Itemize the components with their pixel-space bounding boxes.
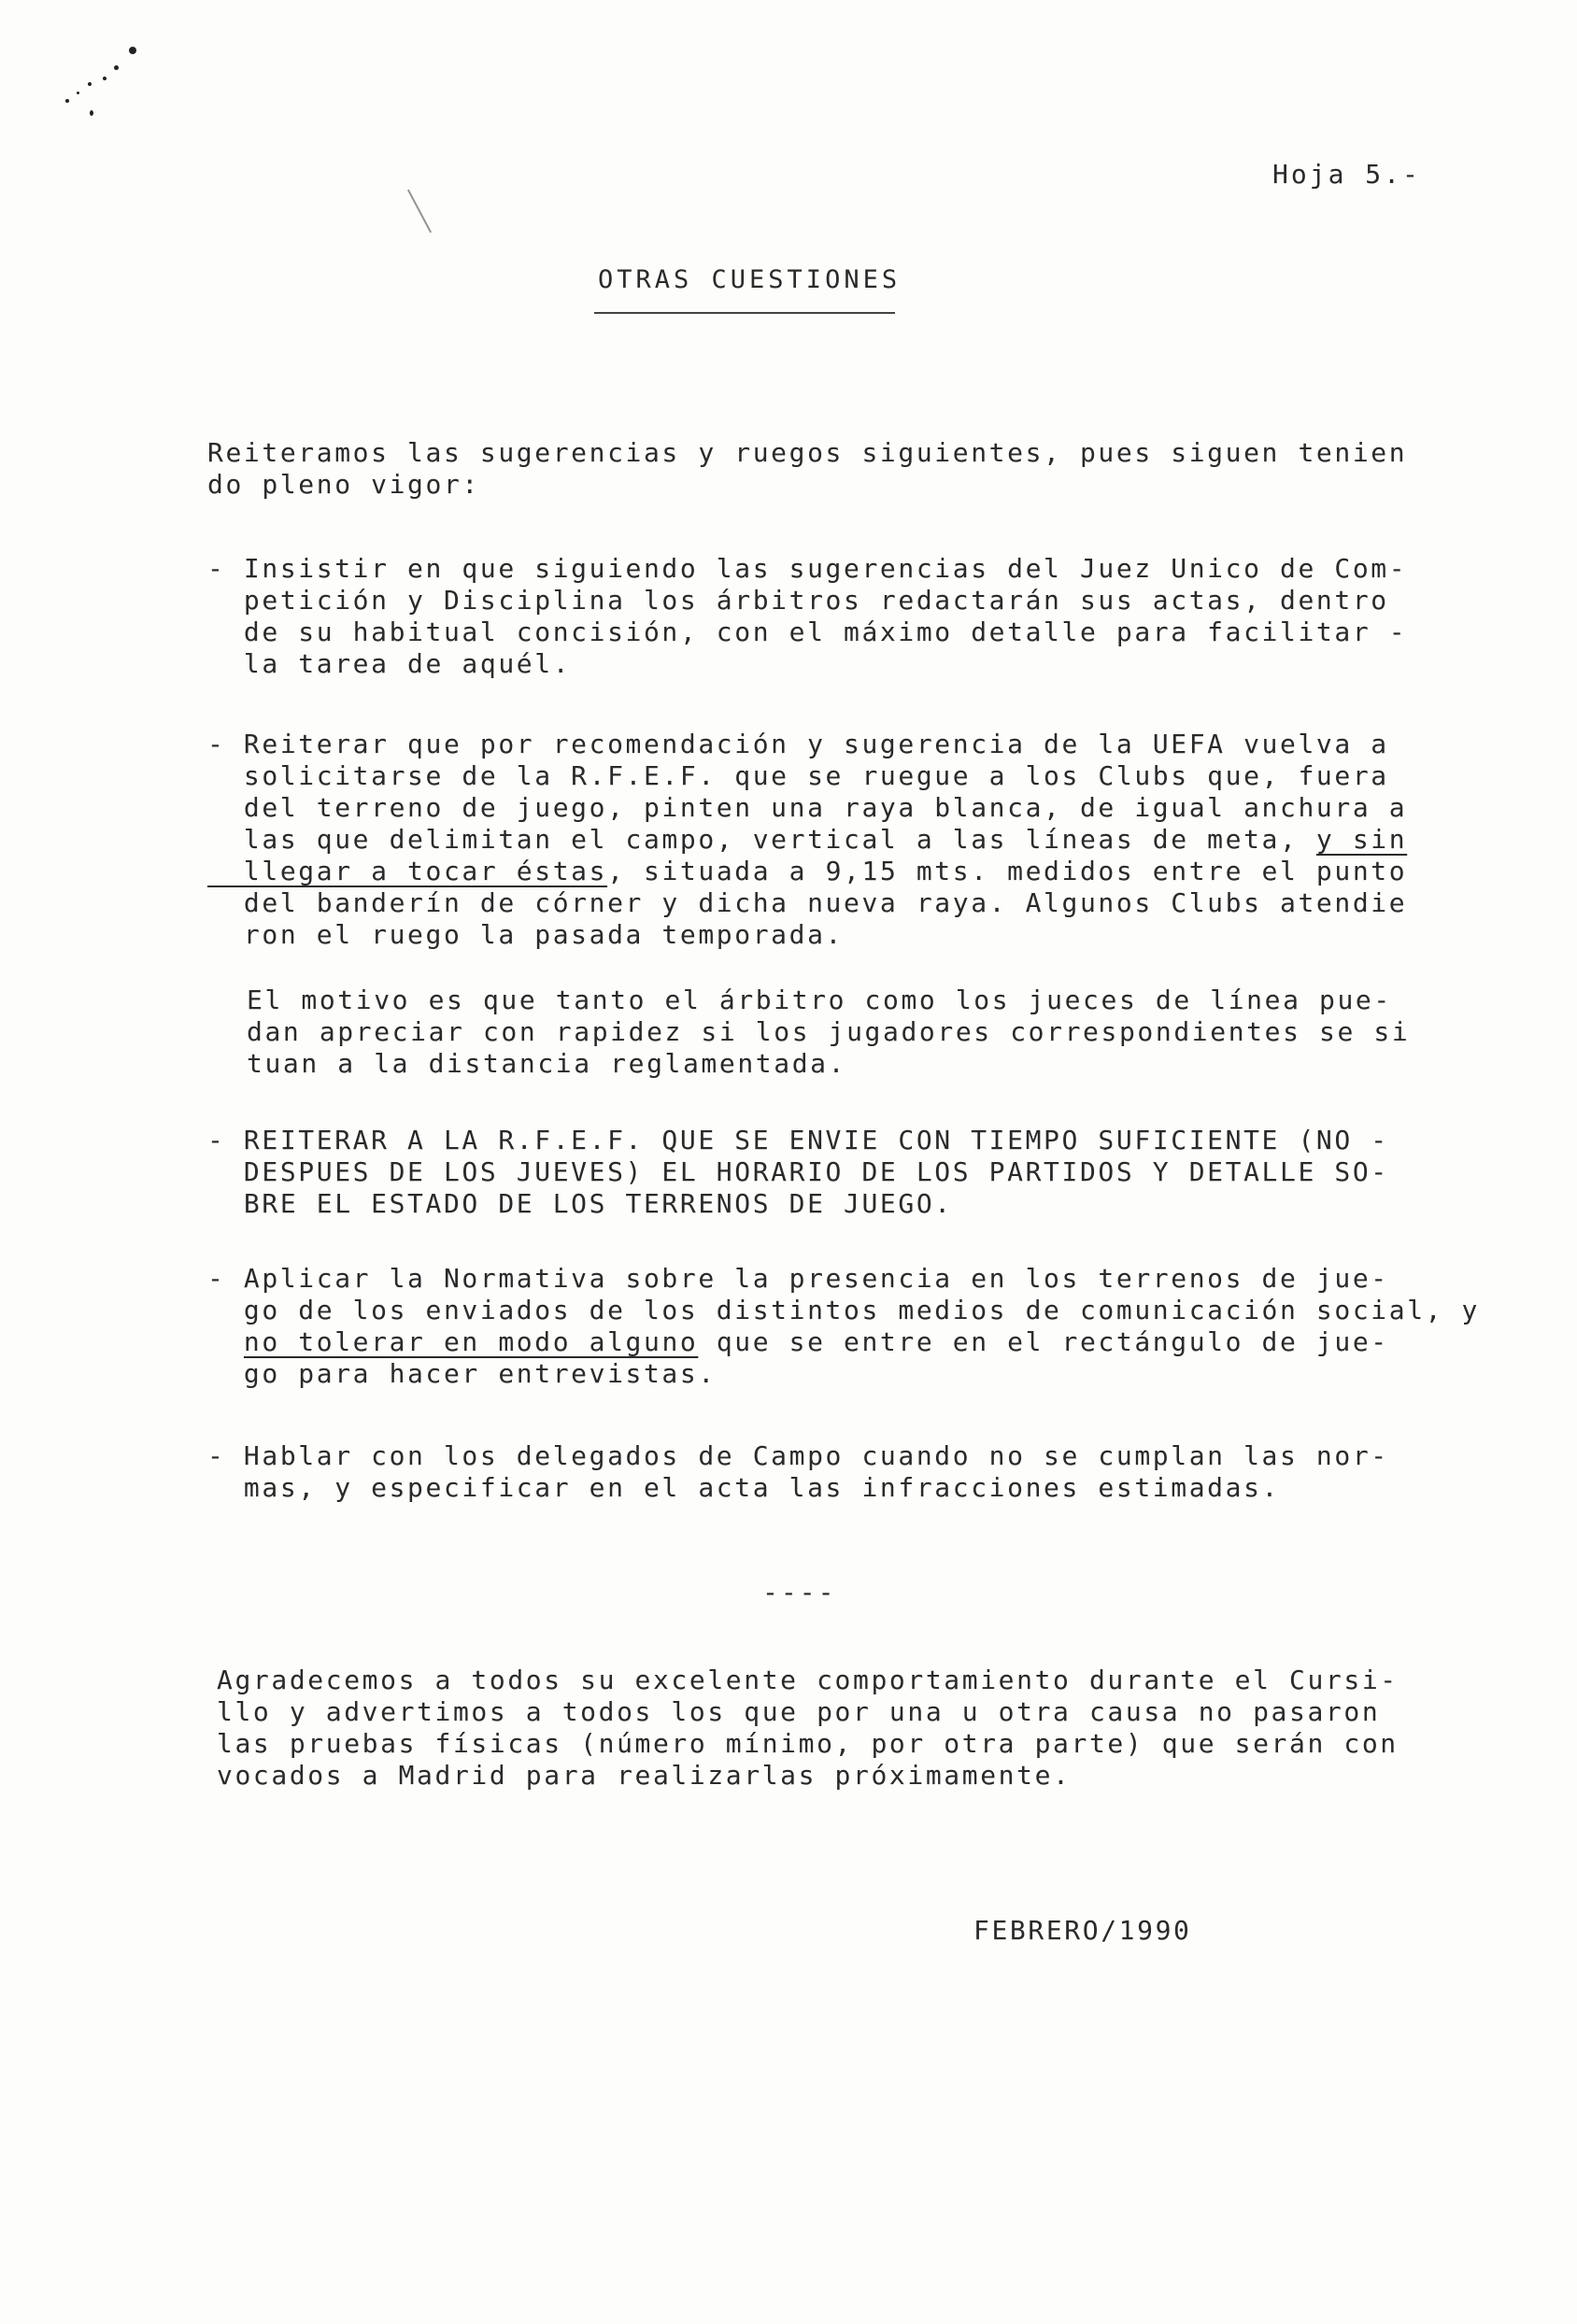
item-schedule-request	[207, 1125, 1389, 1220]
item-line: del banderín de córner y dicha nueva raya. Algunos Clubs atendie	[207, 887, 1408, 918]
motive-line: El motivo es que tanto el árbitro como los jueces de línea pue-	[247, 985, 1392, 1015]
item-line: del terreno de juego, pinten una raya blanca, de igual anchura a	[207, 792, 1408, 823]
thanks-line: llo y advertimos a todos los que por una u otra causa no pasaron	[217, 1696, 1381, 1727]
item-line: - Reiterar que por recomendación y sugerencia de la UEFA vuelva a	[207, 729, 1389, 759]
sheet-number: Hoja 5.-	[1272, 159, 1421, 190]
item-media-rules	[207, 1263, 1480, 1390]
item-line: solicitarse de la R.F.E.F. que se ruegue a los Clubs que, fuera	[207, 760, 1389, 791]
item-line: go para hacer entrevistas.	[207, 1358, 717, 1389]
item-line: de su habitual concisión, con el máximo detalle para facilitar -	[207, 616, 1408, 647]
underlined-phrase: no tolerar en modo alguno	[243, 1326, 699, 1357]
item-line: mas, y especificar en el acta las infracciones estimadas.	[207, 1472, 1280, 1503]
item-line: las que delimitan el campo, vertical a las líneas de meta,	[207, 824, 1316, 855]
item-line: BRE EL ESTADO DE LOS TERRENOS DE JUEGO.	[207, 1188, 953, 1219]
thanks-paragraph	[217, 1665, 1399, 1792]
pencil-mark	[407, 190, 432, 234]
intro-line: do pleno vigor:	[207, 469, 480, 500]
ink-specks	[28, 37, 159, 149]
thanks-line: Agradecemos a todos su excelente comportamiento durante el Cursi-	[217, 1665, 1399, 1695]
thanks-line: las pruebas físicas (número mínimo, por otra parte) que serán con	[217, 1728, 1399, 1759]
document-date: FEBRERO/1990	[973, 1915, 1192, 1946]
title-underline	[594, 312, 895, 314]
item-line: que se entre en el rectángulo de jue-	[698, 1326, 1389, 1357]
item-line: - Hablar con los delegados de Campo cuando no se cumplan las nor-	[207, 1440, 1389, 1471]
motive-line: dan apreciar con rapidez si los jugadores correspondientes se si	[247, 1016, 1411, 1047]
item-line: petición y Disciplina los árbitros redactarán sus actas, dentro	[207, 585, 1389, 616]
item-line: DESPUES DE LOS JUEVES) EL HORARIO DE LOS PARTIDOS Y DETALLE SO-	[207, 1156, 1389, 1187]
intro-line: Reiteramos las sugerencias y ruegos siguientes, pues siguen tenien	[207, 437, 1408, 468]
item-line: go de los enviados de los distintos medios de comunicación social, y	[207, 1295, 1481, 1325]
motive-paragraph	[247, 985, 1410, 1080]
thanks-line: vocados a Madrid para realizarlas próximamente.	[217, 1760, 1072, 1791]
item-line: - Aplicar la Normativa sobre la presencia en los terrenos de jue-	[207, 1263, 1389, 1294]
item-white-line	[207, 729, 1407, 951]
item-line: la tarea de aquél.	[207, 648, 572, 679]
item-line: - REITERAR A LA R.F.E.F. QUE SE ENVIE CON TIEMPO SUFICIENTE (NO -	[207, 1125, 1389, 1155]
item-line: ron el ruego la pasada temporada.	[207, 919, 845, 950]
intro-paragraph	[207, 437, 1407, 501]
item-line: - Insistir en que siguiendo las sugerencias del Juez Unico de Com-	[207, 553, 1408, 584]
item-line	[207, 1326, 244, 1357]
motive-line: tuan a la distancia reglamentada.	[247, 1048, 847, 1079]
item-judge-reports	[207, 553, 1407, 680]
item-line: , situada a 9,15 mts. medidos entre el punto	[607, 856, 1408, 886]
item-field-delegates	[207, 1440, 1389, 1504]
underlined-phrase: y sin	[1315, 824, 1408, 855]
section-title: OTRAS CUESTIONES	[598, 265, 902, 294]
underlined-phrase: llegar a tocar éstas	[207, 856, 608, 886]
section-separator: ----	[762, 1577, 837, 1608]
